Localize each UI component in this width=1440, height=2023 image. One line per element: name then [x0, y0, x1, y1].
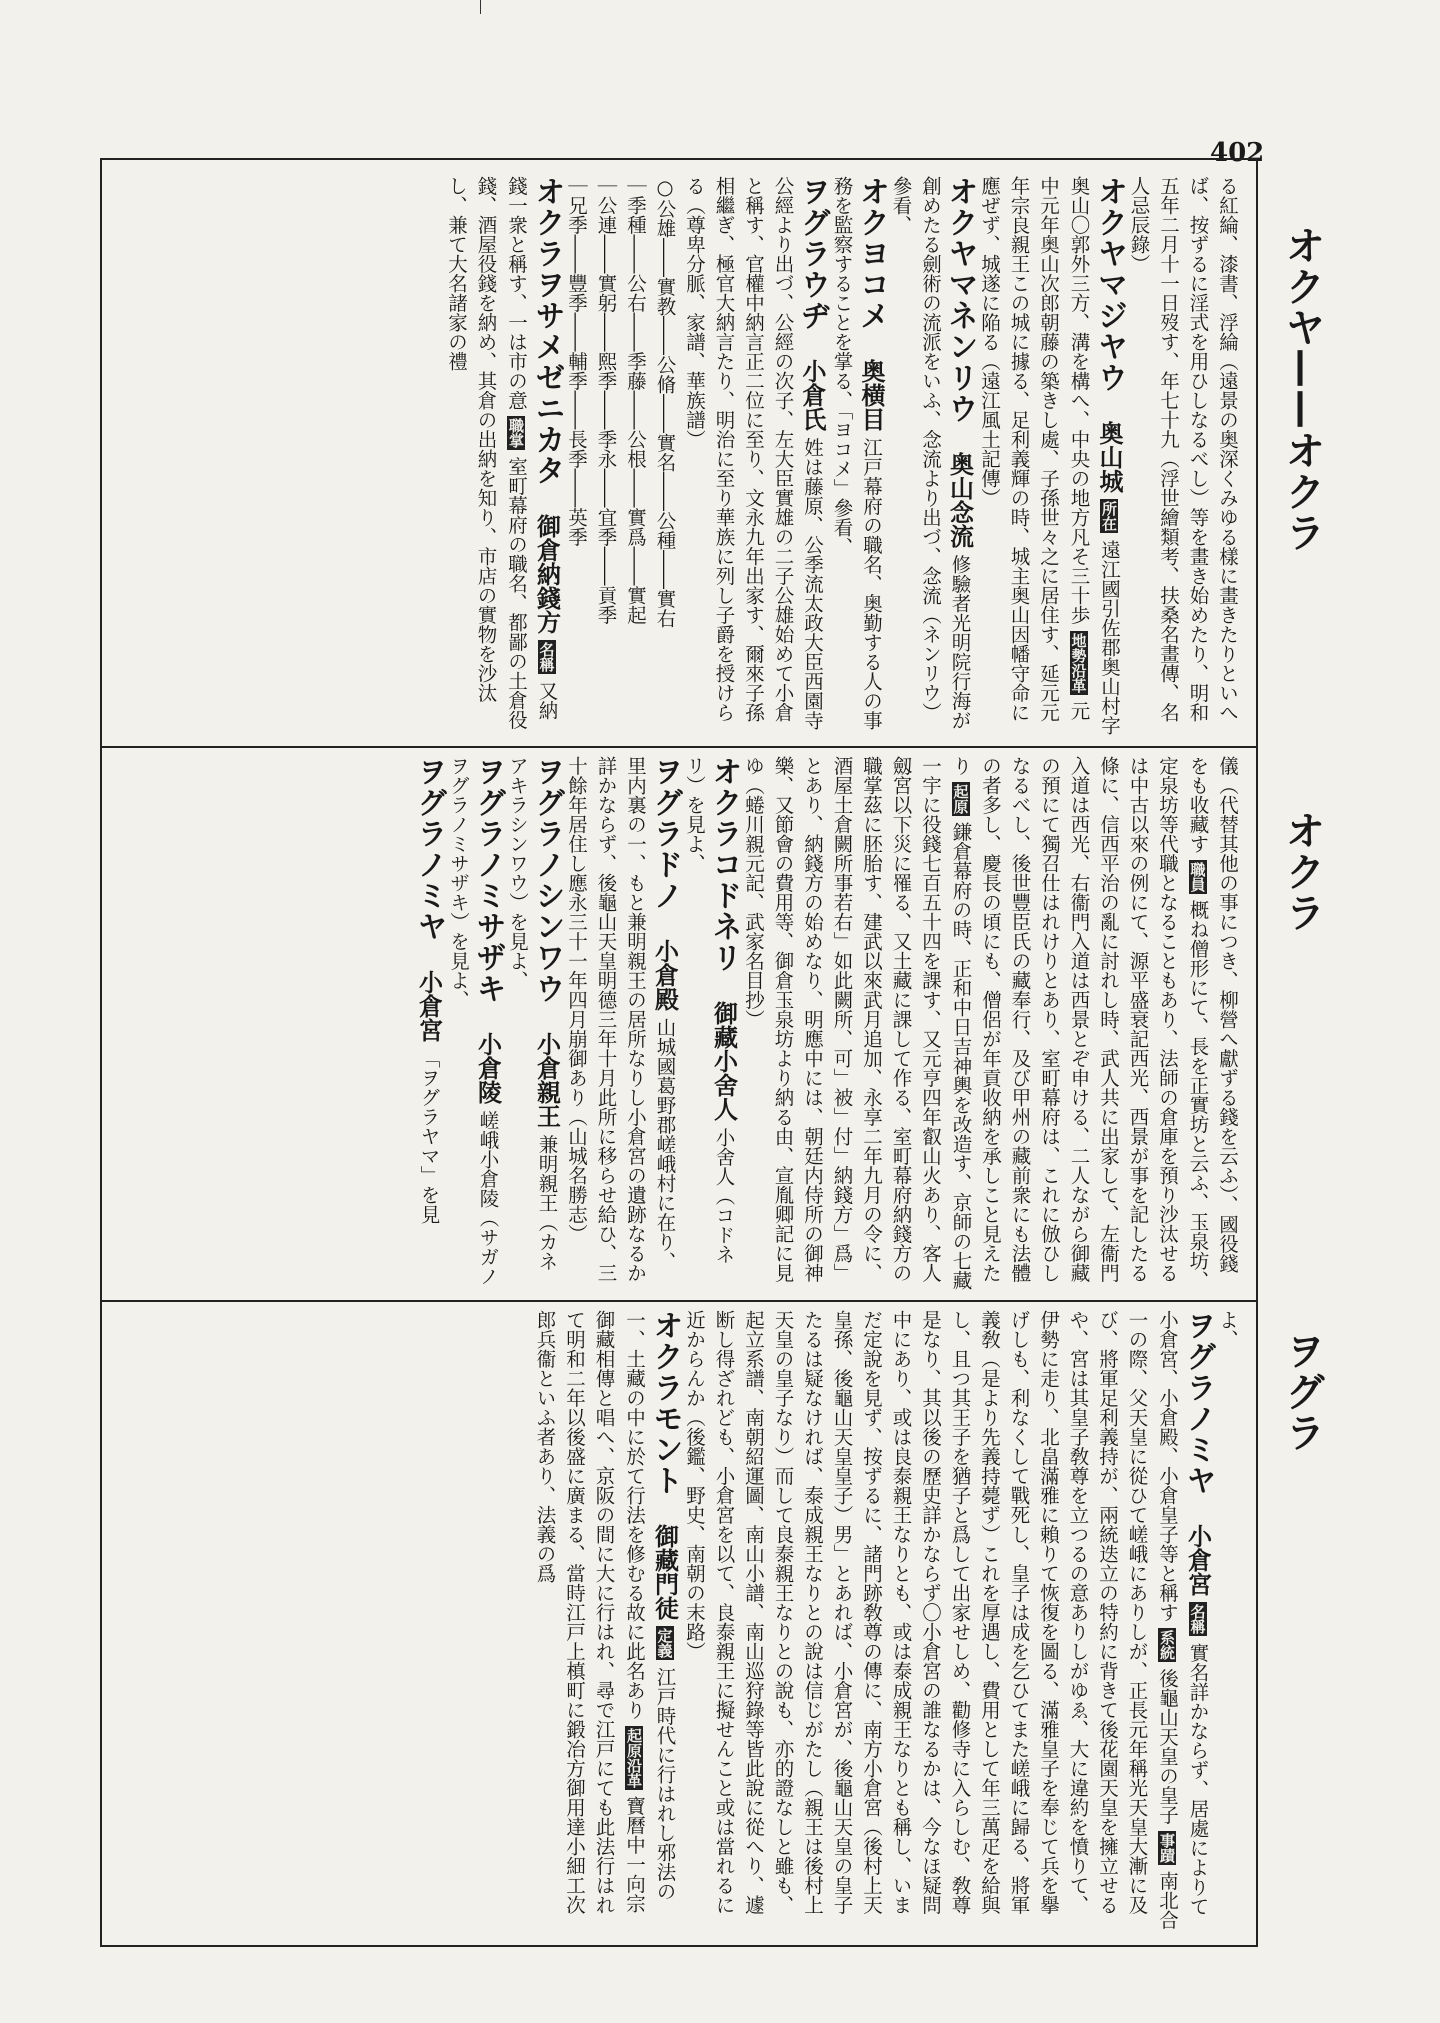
headword: ヲグラノシンワウ [529, 756, 565, 1004]
continued-text: 儀（代替其他の事につき、柳營へ獻ずる錢を云ふ）、國役錢をも收藏す 職員 概ね僧形にて、長を正實坊と云ふ、玉泉坊、定泉坊等代職となることもあり、法師の倉庫を預り沙汰せるは中古以來の例にて、源平盛衰記西光、西景が事を記したる條に、信西平治の亂に討れし時、武人共に出家して、左衞門入道は西光、右衞門入道は西景とぞ申ける、二人ながら御藏の預にて獨召仕はれけりとあり、室町幕府は、これに倣ひしなるべし、後世豐臣氏の藏奉行、及び甲州の藏前衆にも法體の者多し、慶長の頃にも、僧侶が年貢收納を承しこと見えたり 起原 鎌倉幕府の時、正和中日吉神輿を改造す、京師の七藏一宇に役錢七百五十四を課す、又元亨四年叡山火あり、客人劔宮以下災に罹る、又土藏に課して作る、室町幕府納錢方の職掌茲に胚胎す、建武以來武月追加、永享二年九月の令に、酒屋土倉闕所事若右」如此闕所、可」被」付」納錢方」爲」とあり、納錢方の始めなり、明應中には、朝廷内侍所の御神樂、又節會の費用等、御倉玉泉坊より納る由、宣胤卿記に見ゆ（蜷川親元記、武家名目抄） [742, 756, 1239, 1290]
entry-text: 小舍人（コドネリ）を見よ、 [683, 756, 736, 1264]
headword-kanji: 小倉親王 [532, 1032, 562, 1129]
headword-kanji: 小倉宮 [414, 970, 444, 1043]
headword-kanji: 奥横目 [857, 359, 886, 432]
entry-okuramonto [530, 1310, 683, 1930]
headword: ヲグラノミサザキ [470, 756, 506, 1004]
entry-text: 江戸幕府の職名、奥勤する人の事務を監察することを掌る、「ヨコメ」參看、 [830, 176, 883, 730]
headword: オクラコドネリ [706, 756, 742, 973]
tier-divider-1 [100, 746, 1256, 748]
entry-okuyamanenryuu [886, 176, 978, 736]
entry-text: 遠江國引佐郡奥山村字奥山〇郭外三方、溝を構へ、中央の地方凡そ三十歩 [1067, 176, 1121, 735]
headword-kanji: 御倉納錢方 [532, 514, 562, 635]
headword: オクヤマネンリウ [942, 176, 978, 424]
headword: オクヨコメ [854, 176, 889, 331]
top-edge-mark [480, 0, 481, 14]
headword: ヲグラドノ [647, 756, 683, 911]
entry-text: 姓は藤原、公季流太政大臣西園寺公經より出づ、公經の次子、左大臣實雄の二子公雄始めて小倉と稱す、官權中納言正二位に至り、文永九年出家す、爾來子孫相繼ぎ、極官大納言たり、明治に至り華族に列し子爵を授けらる（尊卑分脈、家譜、華族譜） [683, 176, 824, 730]
label-tag: 事蹟 [1158, 1832, 1176, 1863]
entry-okuyokome [827, 176, 889, 736]
entry-okuyamajou [975, 176, 1125, 736]
entry-text: 寶曆中一向宗御藏相傳と唱へ、京阪の間に大に行はれ、尋で江戸にても此法行はれて明和二年以後盛に廣まる、當時江戸上槙町に鍛冶方御用達小細工次郎兵衞といふ者あり、法義の爲 [533, 1310, 646, 1915]
entry-text: 後龜山天皇の皇子 [1156, 1668, 1179, 1825]
headword: ヲグラノミヤ [1180, 1310, 1216, 1496]
label-tag: 職掌 [507, 418, 525, 449]
headword: ヲグラウヂ [795, 176, 830, 331]
headword: オクラモント [647, 1310, 683, 1496]
label-tag: 地勢沿革 [1069, 632, 1088, 693]
label-tag: 定義 [655, 1628, 674, 1659]
headword-kanji: 小倉陵 [473, 1032, 503, 1105]
entry-text: 又納錢一衆と稱す、一は市の意 [505, 176, 559, 720]
genealogy-line: ○公雄――實教――公脩――實名――公種――實右 [653, 176, 677, 628]
headword-kanji: 小倉殿 [650, 939, 680, 1012]
entry-text: 元中元年奥山次郎朝藤の築きし處、子孫世々之に居住す、延元元年宗良親王この城に據る、足利義輝の時、城主奥山因幡守命に應ぜず、城遂に陥る（遠江風土記傳） [978, 176, 1091, 722]
headword: ヲグラノミヤ [411, 756, 447, 942]
entry-oguranoshinnou [503, 756, 565, 1290]
headword: オクラヲサメゼニカタ [529, 176, 565, 486]
label-tag: 所在 [1100, 501, 1118, 532]
headword-kanji: 小倉宮 [1183, 1524, 1213, 1597]
tier-divider-2 [100, 1300, 1256, 1302]
bottom-tier [112, 1310, 1242, 1930]
headword-kanji: 御藏小舍人 [709, 1001, 739, 1122]
entry-text: 山城國葛野郡嵯峨村に在り、里内裏の一、もと兼明親王の居所なりし小倉宮の遺跡なるか詳かならず、後龜山天皇明德三年十月此所に移らせ給ひ、三十餘年居住し應永三十一年四月崩御あり（山城名勝志） [565, 756, 677, 1283]
middle-tier [112, 756, 1242, 1290]
entry-text: 實名詳かならず、居處によりて小倉宮、小倉殿、小倉皇子等と稱す [1156, 1310, 1210, 1916]
genealogy-line: ｜季種――公右――季藤――公根――實爲――實起 [624, 176, 647, 625]
entry-text: 南北合一の際、父天皇に從ひて嵯峨にありしが、正長元年稱光天皇大漸に及び、將軍足利義持が、兩統迭立の特約に背きて後花園天皇を擁立せるや、宮は其皇子敎尊を立つるの意ありしがゆゑ、大に違約を憤りて、伊勢に走り、北畠滿雅に賴りて恢復を圖る、滿雅皇子を奉じて兵を擧げしも、利なくして戰死し、皇子は成を乞ひてまた嵯峨に歸る、將軍義敎（是より先義持薨ず）これを厚遇し、費用として年三萬疋を給與し、且つ其王子を猶子と爲して出家せしめ、勸修寺に入らしむ、敎尊是なり、其以後の歷史詳かならず〇小倉宮の誰なるかは、今なほ疑問中にあり、或は良泰親王なりとも、或は泰成親王なりとも稱し、いまだ定說を見ず、按ずるに、諸門跡敎尊の傳に、南方小倉宮（後村上天皇孫、後龜山天皇皇子）男」とあれば、小倉宮が、後龜山天皇の皇子たるは疑なければ、泰成親王なりとの說は信じがたし（親王は後村上天皇の皇子なり）而して良泰親王なりとの說も、亦的證なしと雖も、起立系譜、南朝紹運圖、南山小譜、南山巡狩錄等皆此說に從へり、遽断し得ざれども、小倉宮を以て、良泰親王に擬せんこと或は當れるに近からんか（後鑑、野史、南朝の末路） [683, 1310, 1179, 1930]
running-header-bottom: ヲグラ [1279, 1330, 1325, 1453]
label-tag: 職員 [1188, 861, 1207, 892]
continued-text: よ、 [1216, 1310, 1239, 1349]
label-tag: 系統 [1158, 1630, 1176, 1661]
headword-kanji: 小倉氏 [798, 359, 827, 432]
entry-ogurauji [680, 176, 828, 736]
entry-okuraosamezenikata [442, 176, 565, 736]
genealogy-line: ｜公連――實躬――熙季――季永――宜季――貢季 [594, 176, 618, 625]
label-tag: 名稱 [1188, 1604, 1207, 1635]
entry-oguranomisasagi [444, 756, 506, 1290]
entry-text: 「ヲグラヤマ」を見 [417, 1048, 441, 1224]
entry-text: 兼明親王（カネアキラシンワウ）を見よ、 [506, 756, 559, 1271]
top-tier [112, 176, 1242, 736]
entry-text: 室町幕府の職名、都鄙の土倉役錢、酒屋役錢を納め、其倉の出納を知り、市店の實物を沙汰し、兼て大名諸家の禮 [445, 176, 528, 730]
entry-oguradono [562, 756, 683, 1290]
label-tag: 起原 [951, 783, 970, 814]
headword-kanji: 奥山城 [1095, 421, 1124, 494]
running-header-middle: オクラ [1279, 810, 1325, 933]
running-header-top: オクヤ——オクラ [1279, 225, 1325, 553]
label-tag: 名稱 [537, 642, 556, 673]
entry-oguranomiya-ref [411, 756, 447, 1290]
entry-text: 修驗者光明院行海が創めたる劍術の流派をいふ、念流より出づ、念流（ネンリウ）參看、 [889, 176, 972, 730]
headword-kanji: 奥山念流 [945, 452, 975, 549]
label-tag: 起原沿革 [625, 1727, 643, 1788]
entry-okurakodoneri [680, 756, 742, 1290]
headword-kanji: 御藏門徒 [650, 1524, 680, 1621]
genealogy-line: ｜兄季――豐季――輔季――長季――英季 [565, 176, 588, 547]
entry-text: 江戸時代に行はれし邪法の一、土藏の中に於て行法を修むる故に此名あり [623, 1310, 677, 1901]
page-number: 402 [1210, 138, 1265, 168]
headword: オクヤマジヤウ [1092, 176, 1127, 393]
entry-oguranomiya [680, 1310, 1216, 1930]
entry-text: 嵯峨小倉陵（サガノヲグラノミサザキ）を見よ、 [447, 756, 500, 1286]
continued-text: る紅綸、漆書、浮綸（遠景の奥深くみゆる樣に畫きたりといへば、按ずるに淫式を用ひしなるべし）等を畫き始めたり、明和五年二月十一日歿す、年七十九（浮世繪類考、扶桑名畫傳、名人忌辰錄） [1127, 176, 1239, 722]
